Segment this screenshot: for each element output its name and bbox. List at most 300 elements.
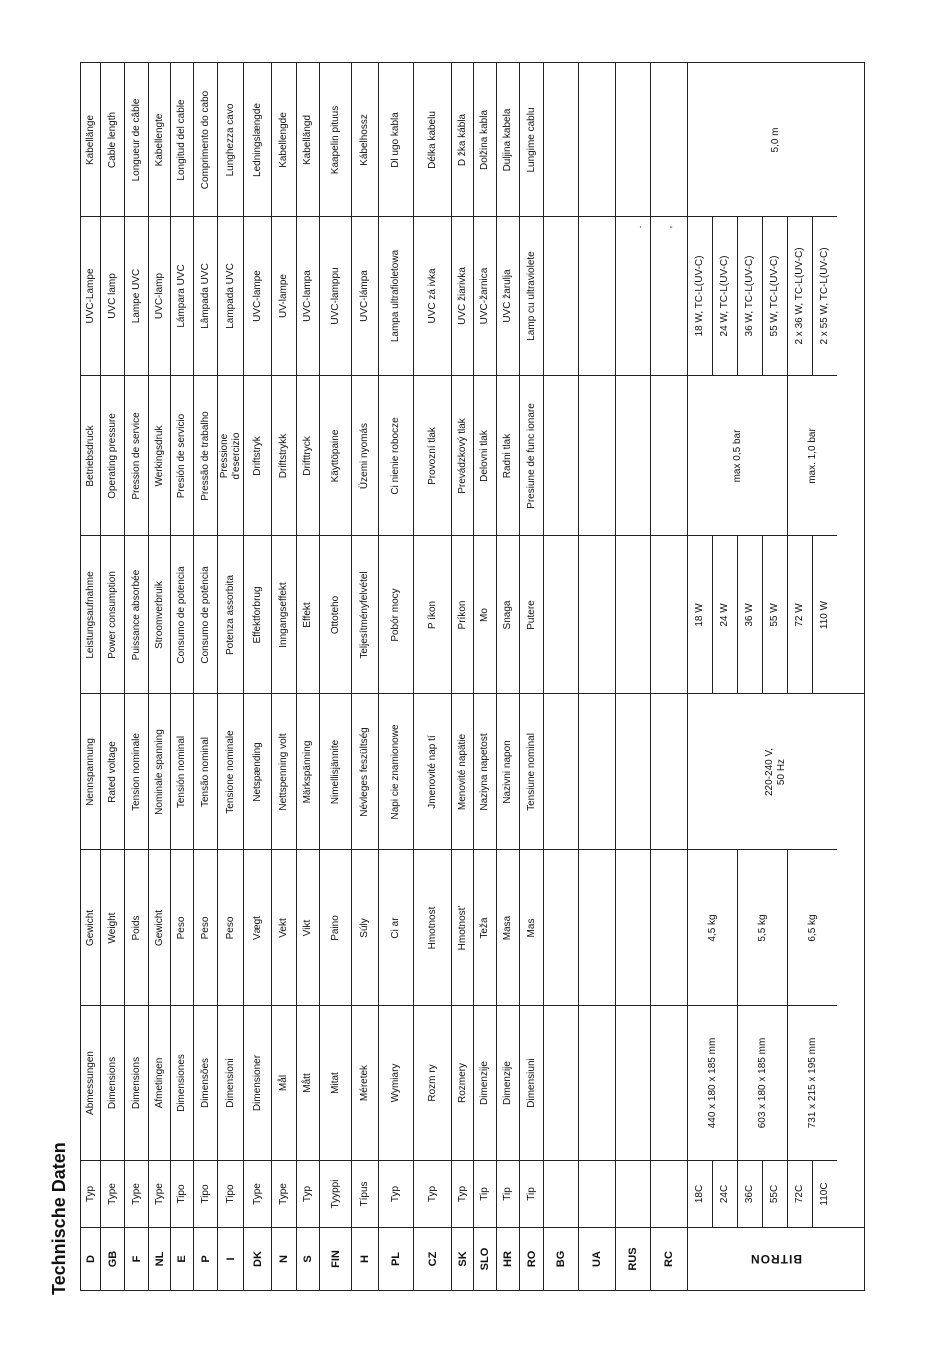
cell-sk-weight-line: Hmotnost'	[456, 905, 468, 950]
cell-n-code-line: N	[278, 1255, 290, 1263]
cell-cz-lamp-text	[427, 268, 439, 323]
cell-hr-cable-text	[502, 108, 514, 171]
cell-i-lamp-text	[225, 263, 237, 329]
cell-nl-lamp	[148, 216, 170, 375]
cell-p-power-text	[200, 566, 212, 663]
cell-f-dim-line: Dimensions	[130, 1056, 142, 1110]
cell-s-code-text	[302, 1255, 314, 1262]
cell-f-cable	[124, 62, 148, 216]
cable-all-line: 5,0 m	[770, 126, 781, 153]
cell-sk-code-line: SK	[456, 1251, 469, 1267]
cell-fin-typ-text	[330, 1180, 342, 1209]
cell-e-cable-text	[176, 99, 188, 180]
power-value	[687, 535, 712, 693]
lamp-value	[687, 216, 712, 375]
cell-pl-typ-line: Typ	[390, 1185, 401, 1203]
cell-n-cable-text	[278, 112, 290, 168]
cell-ua-typ	[578, 1160, 615, 1227]
cell-p-lamp-text	[200, 263, 212, 329]
cell-ro-cable-line: Lungime cablu	[525, 106, 537, 173]
cell-fin-dim-line: Mitat	[329, 1072, 341, 1094]
cell-rc-dim	[650, 1005, 687, 1160]
cell-fin-cable	[319, 62, 351, 216]
cell-slo-pressure	[473, 375, 496, 535]
cell-nl-code-line: NL	[153, 1251, 166, 1267]
cell-h-pressure	[351, 375, 378, 535]
cell-slo-power-text	[479, 608, 491, 622]
cell-slo-pressure-line: Delovni tlak	[479, 429, 490, 482]
cell-ua-pressure	[578, 375, 615, 535]
lamp-value-text	[769, 256, 781, 337]
cell-slo-pressure-text	[479, 430, 491, 482]
cell-i-code	[217, 1227, 243, 1290]
cell-e-typ	[170, 1160, 193, 1227]
cell-cz-power	[413, 535, 451, 693]
cell-slo-lamp-line: UVC-žarnica	[479, 267, 490, 325]
cell-ro-lamp-line: Lamp cu ultraviolete	[525, 251, 537, 341]
cell-gb-typ-text	[107, 1183, 119, 1205]
cell-e-voltage-text	[176, 735, 188, 807]
cell-dk-code-text	[252, 1251, 264, 1267]
cell-d-power-text	[85, 571, 97, 658]
cell-gb-power-text	[107, 571, 119, 659]
cell-cz-typ-text	[427, 1186, 439, 1202]
cell-p-cable	[193, 62, 217, 216]
weight-group-line: 5,5 kg	[756, 913, 768, 942]
cell-slo-weight	[473, 849, 496, 1005]
lamp-value	[812, 216, 837, 375]
power-value-line: 24 W	[719, 602, 730, 627]
cell-n-lamp-line: UV-lampe	[278, 274, 289, 318]
model-110c-text	[819, 1182, 831, 1205]
cell-i-cable-line: Lunghezza cavo	[224, 103, 236, 176]
lamp-value-line: 2 x 36 W, TC-L(UV-C)	[794, 247, 805, 345]
cell-nl-typ-line: Type	[153, 1183, 165, 1205]
cell-slo-typ-text	[479, 1187, 491, 1201]
cell-d-pressure	[80, 375, 100, 535]
cell-s-weight	[296, 849, 319, 1005]
cell-i-cable-text	[225, 103, 237, 176]
lamp-value-line: 36 W, TC-L(UV-C)	[744, 255, 755, 337]
cell-cz-typ-line: Typ	[426, 1185, 438, 1203]
cell-f-weight-line: Poids	[130, 914, 142, 941]
cell-gb-lamp	[100, 216, 124, 375]
cell-p-code-text	[200, 1255, 212, 1262]
cell-slo-code	[473, 1227, 496, 1290]
cell-h-lamp-text	[359, 270, 371, 322]
cell-gb-voltage	[100, 693, 124, 849]
model-36c-text	[744, 1185, 756, 1203]
cell-ro-power	[519, 535, 543, 693]
cell-sk-weight	[451, 849, 473, 1005]
cell-ua-cable	[578, 62, 615, 216]
cell-f-lamp-text	[131, 269, 143, 323]
cell-i-cable	[217, 62, 243, 216]
cell-f-pressure-text	[131, 412, 143, 499]
cell-dk-weight-text	[252, 916, 264, 940]
cell-slo-lamp-text	[479, 268, 491, 325]
cell-f-code-line: F	[130, 1255, 143, 1263]
cell-sk-dim-text	[457, 1063, 469, 1103]
cell-fin-lamp-text	[330, 267, 342, 324]
cell-ua-dim	[578, 1005, 615, 1160]
cell-p-cable-text	[200, 90, 212, 188]
cell-hr-code-text	[502, 1251, 514, 1267]
cell-p-pressure-text	[200, 411, 212, 501]
cell-dk-code-line: DK	[251, 1251, 264, 1267]
brand-label	[687, 1227, 864, 1290]
cell-hr-weight	[496, 849, 519, 1005]
cell-e-cable	[170, 62, 193, 216]
cell-n-lamp-text	[278, 274, 290, 318]
cell-nl-dim	[148, 1005, 170, 1160]
power-value-text	[694, 603, 706, 626]
cell-dk-typ-line: Type	[251, 1183, 263, 1205]
cell-f-voltage-text	[131, 733, 143, 811]
power-value	[787, 535, 812, 693]
cell-n-voltage	[271, 693, 296, 849]
cell-slo-typ-line: Tip	[479, 1187, 490, 1201]
power-value-line: 55 W	[769, 602, 780, 627]
cell-cz-dim	[413, 1005, 451, 1160]
cell-s-power	[296, 535, 319, 693]
cell-dk-pressure-text	[252, 436, 264, 475]
cell-hr-pressure-text	[502, 433, 514, 477]
cell-d-voltage-line: Nennspannung	[84, 737, 96, 806]
cell-gb-pressure-line: Operating pressure	[106, 412, 118, 499]
cell-cz-code	[413, 1227, 451, 1290]
cell-pl-pressure-line: Ci nienie robocze	[390, 416, 401, 495]
cell-rc-pressure	[650, 375, 687, 535]
lamp-value-text	[819, 247, 831, 344]
weight-group	[787, 849, 837, 1005]
cell-ro-weight	[519, 849, 543, 1005]
cell-ro-voltage-line: Tensiune nominal	[525, 732, 537, 811]
cell-d-pressure-text	[85, 425, 97, 486]
cell-h-cable-text	[359, 114, 371, 166]
cell-pl-code-text	[390, 1252, 402, 1266]
dimension-group	[737, 1005, 787, 1160]
cell-f-dim-text	[131, 1057, 143, 1109]
cell-cz-dim-line: Rozm ry	[426, 1064, 438, 1102]
cell-i-voltage-text	[225, 730, 237, 813]
cell-bg-power	[543, 535, 578, 693]
cell-fin-power-text	[330, 595, 342, 633]
cell-bg-lamp	[543, 216, 578, 375]
cell-gb-typ	[100, 1160, 124, 1227]
cell-pl-pressure	[378, 375, 413, 535]
cell-e-dim-line: Dimensiones	[176, 1054, 187, 1112]
cell-h-lamp-line: UVC-lámpa	[359, 270, 370, 322]
cell-n-voltage-line: Nettspenning volt	[278, 732, 289, 811]
cell-f-typ	[124, 1160, 148, 1227]
power-value	[712, 535, 737, 693]
cell-i-code-line: I	[224, 1257, 237, 1261]
cell-hr-lamp-text	[502, 269, 514, 322]
cell-pl-typ-text	[390, 1186, 402, 1202]
model-24c	[712, 1160, 737, 1227]
cell-nl-pressure-line: Werkingsdruk	[153, 425, 165, 486]
cell-d-cable-text	[85, 114, 97, 164]
cell-i-dim-text	[225, 1058, 237, 1107]
weight-group-text	[707, 914, 719, 941]
cell-fin-pressure-line: Käyttöpaine	[329, 429, 341, 482]
cell-fin-lamp-line: UVC-lamppu	[329, 267, 341, 325]
cell-n-lamp	[271, 216, 296, 375]
cell-ua-power	[578, 535, 615, 693]
cell-n-typ-text	[278, 1183, 290, 1205]
cell-s-typ	[296, 1160, 319, 1227]
lamp-value-line: 18 W, TC-L(UV-C)	[694, 255, 705, 337]
cell-gb-dim-text	[107, 1057, 119, 1109]
cell-dk-voltage-text	[252, 742, 264, 801]
cell-s-cable-line: Kabellängd	[302, 114, 313, 165]
lamp-value	[787, 216, 812, 375]
power-value-line: 110 W	[819, 600, 830, 629]
cell-nl-dim-line: Afmetingen	[153, 1057, 165, 1109]
cell-e-voltage	[170, 693, 193, 849]
cell-pl-weight-line: Ci ar	[390, 916, 401, 939]
cell-ua-voltage	[578, 693, 615, 849]
cell-slo-dim-line: Dimenzije	[479, 1061, 490, 1105]
cell-sk-cable-text	[457, 113, 469, 165]
cell-rus-weight	[615, 849, 650, 1005]
cell-bg-code-text	[555, 1251, 567, 1268]
model-55c-line: 55C	[769, 1184, 780, 1204]
cell-cz-pressure-line: Provozní tlak	[426, 426, 438, 485]
cell-slo-cable-text	[479, 109, 491, 169]
cell-rus-code	[615, 1227, 650, 1290]
cell-d-lamp	[80, 216, 100, 375]
cell-rus-cable	[615, 62, 650, 216]
cell-f-power	[124, 535, 148, 693]
cell-dk-pressure	[243, 375, 271, 535]
cell-cz-weight-text	[427, 906, 439, 949]
cell-rus-lamp-line: .	[633, 225, 644, 229]
cell-fin-power-line: Ottoteho	[329, 595, 341, 634]
lamp-value-text	[794, 247, 806, 344]
cell-rus-lamp-text	[633, 226, 645, 229]
cell-s-dim-line: Mått	[302, 1073, 313, 1093]
cell-sk-pressure-text	[457, 418, 469, 494]
cell-f-power-text	[131, 569, 143, 660]
cell-e-power-text	[176, 566, 188, 663]
cell-e-power	[170, 535, 193, 693]
cell-e-lamp-text	[176, 264, 188, 327]
power-value-text	[744, 603, 756, 626]
cell-slo-power-line: Mo	[479, 607, 490, 622]
cell-i-voltage	[217, 693, 243, 849]
cell-d-code-line: D	[84, 1255, 97, 1263]
cell-ro-weight-text	[526, 918, 538, 937]
pressure-high-text	[807, 428, 819, 484]
cell-cz-code-line: CZ	[426, 1251, 439, 1267]
dimension-group-line: 603 x 180 x 185 mm	[756, 1037, 768, 1129]
cell-rus-code-text	[627, 1247, 639, 1270]
cell-h-code-line: H	[359, 1255, 371, 1263]
cell-h-weight	[351, 849, 378, 1005]
cell-d-power-line: Leistungsaufnahme	[84, 570, 96, 659]
cell-e-lamp	[170, 216, 193, 375]
cell-cz-voltage-line: Jmenovité nap tí	[426, 734, 438, 809]
cell-sk-cable	[451, 62, 473, 216]
cell-pl-code-line: PL	[390, 1251, 402, 1267]
cell-fin-cable-line: Kaapelin pituus	[329, 105, 341, 174]
cell-pl-power-line: Pobór mocy	[390, 587, 401, 642]
cell-f-voltage-line: Tension nominale	[130, 732, 142, 811]
cell-i-lamp	[217, 216, 243, 375]
cell-n-power	[271, 535, 296, 693]
cell-rc-code-line: RC	[663, 1251, 675, 1267]
cell-h-power	[351, 535, 378, 693]
cell-gb-power	[100, 535, 124, 693]
cell-p-voltage-text	[200, 736, 212, 806]
cell-n-weight	[271, 849, 296, 1005]
cell-d-weight-text	[85, 909, 97, 945]
cell-hr-pressure	[496, 375, 519, 535]
cell-cz-code-text	[427, 1252, 439, 1267]
cell-dk-typ	[243, 1160, 271, 1227]
cell-hr-dim-line: Dimenzije	[502, 1061, 513, 1105]
cell-ua-code	[578, 1227, 615, 1290]
cell-p-pressure	[193, 375, 217, 535]
cell-n-voltage-text	[278, 733, 290, 810]
cell-rus-dim	[615, 1005, 650, 1160]
cell-slo-voltage-text	[479, 733, 491, 810]
cell-p-lamp	[193, 216, 217, 375]
cell-pl-code	[378, 1227, 413, 1290]
cell-nl-voltage-line: Nominale spanning	[153, 728, 165, 815]
cell-d-power	[80, 535, 100, 693]
cell-gb-pressure	[100, 375, 124, 535]
cell-fin-voltage	[319, 693, 351, 849]
cell-h-dim-line: Méretek	[359, 1064, 370, 1102]
cell-fin-pressure	[319, 375, 351, 535]
cell-sk-pressure	[451, 375, 473, 535]
cell-f-code	[124, 1227, 148, 1290]
model-18c-line: 18C	[694, 1184, 705, 1204]
cell-fin-typ-line: Tyyppi	[329, 1179, 341, 1209]
cell-h-code	[351, 1227, 378, 1290]
cell-i-weight-text	[225, 916, 237, 939]
cell-hr-voltage	[496, 693, 519, 849]
cell-hr-power-line: Snaga	[502, 600, 513, 629]
cell-ua-code-line: UA	[591, 1251, 603, 1267]
cell-ro-dim	[519, 1005, 543, 1160]
cell-p-dim-line: Dimensões	[199, 1057, 211, 1109]
cell-i-code-text	[225, 1257, 237, 1260]
pressure-high-line: max. 1,0 bar	[806, 427, 818, 484]
cell-e-dim	[170, 1005, 193, 1160]
cell-s-weight-line: Vikt	[302, 919, 313, 936]
cell-n-pressure-text	[278, 433, 290, 477]
cell-rc-typ	[650, 1160, 687, 1227]
cell-slo-power	[473, 535, 496, 693]
cell-ro-code-text	[526, 1251, 538, 1268]
cell-cz-cable-line: Délka kabelu	[426, 110, 438, 169]
lamp-value	[737, 216, 762, 375]
cell-gb-weight-line: Weight	[106, 912, 118, 943]
cell-bg-weight	[543, 849, 578, 1005]
cell-s-typ-text	[302, 1186, 314, 1202]
cell-cz-typ	[413, 1160, 451, 1227]
cell-ua-code-text	[591, 1251, 603, 1267]
cell-cz-weight-line: Hmotnost	[426, 906, 438, 949]
pressure-low	[687, 375, 787, 535]
cell-dk-lamp	[243, 216, 271, 375]
cell-n-pressure-line: Driftstrykk	[278, 433, 289, 478]
cell-e-voltage-line: Tensión nominal	[176, 735, 187, 808]
cell-f-cable-text	[131, 98, 143, 181]
cell-rus-typ	[615, 1160, 650, 1227]
cell-ro-weight-line: Mas	[525, 918, 537, 937]
cell-hr-cable-line: Duljina kabela	[502, 108, 513, 171]
cell-slo-weight-text	[479, 917, 491, 938]
cell-dk-code	[243, 1227, 271, 1290]
cell-hr-lamp-line: UVC žarulja	[502, 269, 513, 323]
cell-p-voltage-line: Tensão nominal	[199, 736, 211, 807]
cell-fin-typ	[319, 1160, 351, 1227]
cell-ro-code	[519, 1227, 543, 1290]
cell-slo-weight-line: Teža	[479, 916, 490, 939]
lamp-value-text	[694, 256, 706, 337]
cell-fin-dim	[319, 1005, 351, 1160]
cell-e-weight-text	[176, 916, 188, 939]
cell-i-dim-line: Dimensioni	[224, 1058, 236, 1108]
cell-nl-typ	[148, 1160, 170, 1227]
cell-pl-lamp	[378, 216, 413, 375]
lamp-value-text	[719, 256, 731, 337]
cell-e-pressure-text	[176, 413, 188, 497]
dimension-group-line: 440 x 180 x 185 mm	[706, 1037, 718, 1129]
cell-hr-weight-text	[502, 915, 514, 939]
model-18c-text	[694, 1185, 706, 1203]
cell-h-weight-text	[359, 918, 371, 937]
cell-ro-power-line: Putere	[525, 599, 537, 630]
cell-p-weight-text	[200, 916, 212, 939]
cell-p-dim	[193, 1005, 217, 1160]
cell-n-pressure	[271, 375, 296, 535]
cell-s-pressure	[296, 375, 319, 535]
cell-h-dim-text	[359, 1065, 371, 1101]
cell-p-dim-text	[200, 1058, 212, 1108]
weight-group-text	[807, 914, 819, 941]
cell-cz-cable	[413, 62, 451, 216]
cell-n-weight-text	[278, 918, 290, 937]
cell-i-typ	[217, 1160, 243, 1227]
cell-p-typ-text	[200, 1184, 212, 1203]
cell-rc-cable	[650, 62, 687, 216]
cell-cz-power-line: P íkon	[426, 600, 438, 629]
cell-n-dim	[271, 1005, 296, 1160]
cell-dk-weight	[243, 849, 271, 1005]
cell-fin-weight-text	[330, 915, 342, 941]
cell-gb-lamp-line: UVC lamp	[106, 273, 118, 319]
power-value-text	[819, 600, 831, 628]
cell-hr-power-text	[502, 600, 514, 629]
cell-hr-cable	[496, 62, 519, 216]
cell-s-pressure-text	[302, 436, 314, 475]
cell-gb-dim-line: Dimensions	[106, 1056, 118, 1110]
cell-sk-cable-line: D žka kábla	[456, 113, 468, 166]
cell-ro-cable-text	[526, 107, 538, 172]
cell-e-pressure	[170, 375, 193, 535]
cell-dk-dim	[243, 1005, 271, 1160]
cell-e-dim-text	[176, 1054, 188, 1112]
cell-ro-lamp-text	[526, 251, 538, 341]
cell-f-lamp	[124, 216, 148, 375]
power-value	[812, 535, 837, 693]
